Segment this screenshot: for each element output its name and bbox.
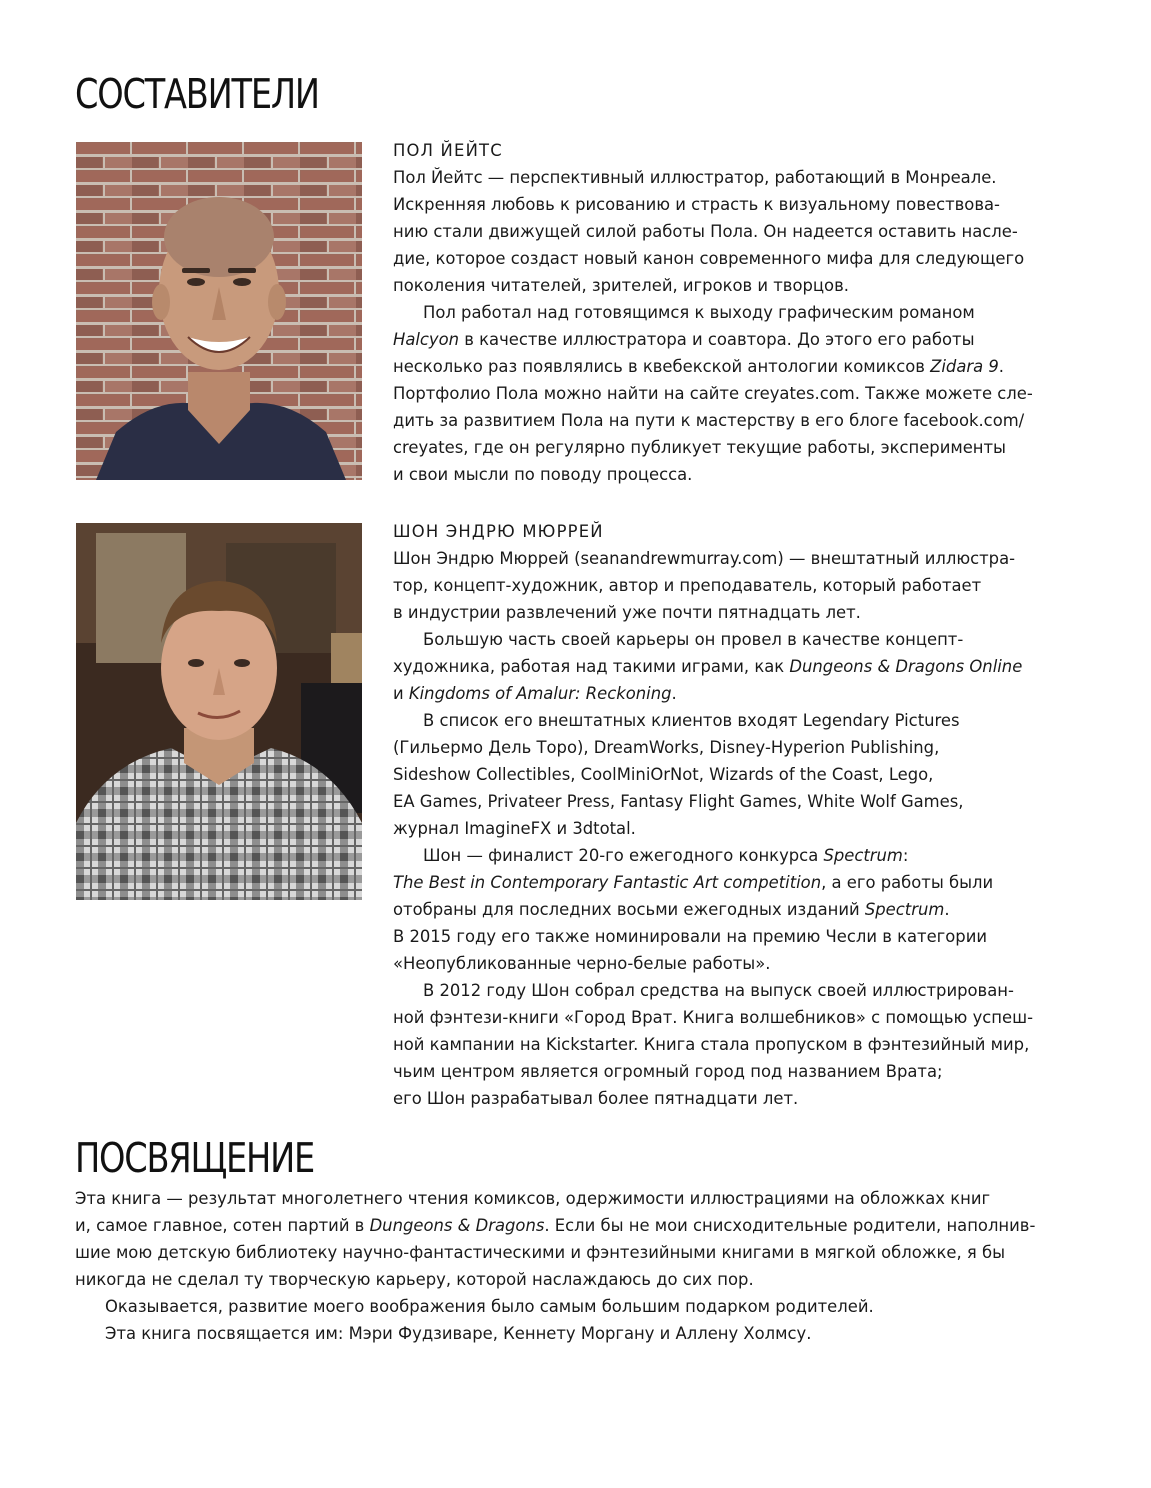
bio-line: поколения читателей, зрителей, игроков и творцов. xyxy=(393,276,849,295)
bio-line: чьим центром является огромный город под названием Врата; xyxy=(393,1062,943,1081)
dedication-line: Оказывается, развитие моего воображения было самым большим подарком родителей. xyxy=(105,1297,874,1316)
bio-line: и свои мысли по поводу процесса. xyxy=(393,465,693,484)
italic-title: Dungeons & Dragons xyxy=(369,1216,545,1235)
paul-yeates-bio xyxy=(393,137,1033,488)
bio-text: несколько раз появлялись в квебекской антологии комиксов xyxy=(393,357,931,376)
bio-line: Портфолио Пола можно найти на сайте creyates.com. Также можете сле- xyxy=(393,384,1033,403)
bio-line xyxy=(393,353,1003,380)
bio-line: Шон Эндрю Мюррей (seanandrewmurray.com) — внештатный иллюстра- xyxy=(393,549,1016,568)
dedication-text xyxy=(75,1185,1075,1347)
bio-line: В 2015 году его также номинировали на премию Чесли в категории xyxy=(393,927,988,946)
bio-line: художника, работая над такими играми, как Dungeons & Dragons Online xyxy=(393,657,1023,676)
bio-text: . xyxy=(998,357,1005,376)
bio-line: «Неопубликованные черно-белые работы». xyxy=(393,954,771,973)
dedication-line: никогда не сделал ту творческую карьеру, которой наслаждаюсь до сих пор. xyxy=(75,1270,754,1289)
bio-line: Искренняя любовь к рисованию и страсть к визуальному повествова- xyxy=(393,195,1000,214)
bio-line: Большую часть своей карьеры он провел в качестве концепт- xyxy=(423,630,964,649)
bio-line: (Гильермо Дель Торо), DreamWorks, Disney-Hyperion Publishing, xyxy=(393,738,940,757)
dedication-heading: ПОСВЯЩЕНИЕ xyxy=(75,1134,315,1182)
bio-line: Пол Йейтс — перспективный иллюстратор, работающий в Монреале. xyxy=(393,168,997,187)
bio-line: Шон — финалист 20-го ежегодного конкурса Spectrum: xyxy=(423,846,909,865)
bio-line: The Best in Contemporary Fantastic Art competition, а его работы были xyxy=(393,873,994,892)
italic-title: Spectrum xyxy=(864,900,945,919)
sean-andrew-murray-name: ШОН ЭНДРЮ МЮРРЕЙ xyxy=(393,522,604,541)
bio-line: и Kingdoms of Amalur: Reckoning. xyxy=(393,684,677,703)
sean-andrew-murray-bio xyxy=(393,518,1033,1112)
bio-line: creyates, где он регулярно публикует текущие работы, эксперименты xyxy=(393,438,1006,457)
bio-line: его Шон разрабатывал более пятнадцати лет. xyxy=(393,1089,799,1108)
bio-line: ной кампании на Kickstarter. Книга стала пропуском в фэнтезийный мир, xyxy=(393,1035,1030,1054)
bio-line: в индустрии развлечений уже почти пятнадцать лет. xyxy=(393,603,861,622)
bio-line: отобраны для последних восьми ежегодных изданий Spectrum. xyxy=(393,900,950,919)
paul-yeates-photo xyxy=(76,142,362,480)
bio-line: В 2012 году Шон собрал средства на выпуск своей иллюстрирован- xyxy=(423,981,1014,1000)
dedication-line: шие мою детскую библиотеку научно-фантастическими и фэнтезийными книгами в мягкой обложке, я бы xyxy=(75,1243,1006,1262)
italic-title: Dungeons & Dragons Online xyxy=(789,657,1023,676)
bio-line: журнал ImagineFX и 3dtotal. xyxy=(393,819,636,838)
contributors-heading: СОСТАВИТЕЛИ xyxy=(75,70,319,118)
bio-line: нию стали движущей силой работы Пола. Он надеется оставить насле- xyxy=(393,222,1018,241)
bio-line: В список его внештатных клиентов входят Legendary Pictures xyxy=(423,711,960,730)
bio-text: в качестве иллюстратора и соавтора. До этого его работы xyxy=(459,330,975,349)
bio-line: дие, которое создаст новый канон современного мифа для следующего xyxy=(393,249,1025,268)
italic-title: Spectrum xyxy=(823,846,903,865)
bio-line: Пол работал над готовящимся к выходу графическим романом xyxy=(423,303,975,322)
bio-line: Sideshow Collectibles, CoolMiniOrNot, Wizards of the Coast, Lego, xyxy=(393,765,934,784)
italic-title: Zidara 9 xyxy=(930,357,999,376)
bio-line: тор, концепт-художник, автор и преподаватель, который работает xyxy=(393,576,982,595)
italic-title: The Best in Contemporary Fantastic Art competition xyxy=(393,873,822,892)
bio-line: EA Games, Privateer Press, Fantasy Flight Games, White Wolf Games, xyxy=(393,792,964,811)
bio-line: ной фэнтези-книги «Город Врат. Книга волшебников» с помощью успеш- xyxy=(393,1008,1033,1027)
sean-andrew-murray-photo xyxy=(76,523,362,900)
dedication-line: и, самое главное, сотен партий в Dungeons & Dragons. Если бы не мои снисходительные родители, наполнив- xyxy=(75,1216,1036,1235)
dedication-line: Эта книга — результат многолетнего чтения комиксов, одержимости иллюстрациями на обложках книг xyxy=(75,1189,991,1208)
italic-title: Halcyon xyxy=(393,330,460,349)
italic-title: Kingdoms of Amalur: Reckoning xyxy=(408,684,672,703)
dedication-line: Эта книга посвящается им: Мэри Фудзиваре, Кеннету Моргану и Аллену Холмсу. xyxy=(105,1324,812,1343)
bio-line: дить за развитием Пола на пути к мастерству в его блоге facebook.com/ xyxy=(393,411,1025,430)
paul-yeates-name: ПОЛ ЙЕЙТС xyxy=(393,141,503,160)
bio-line xyxy=(393,326,1003,353)
